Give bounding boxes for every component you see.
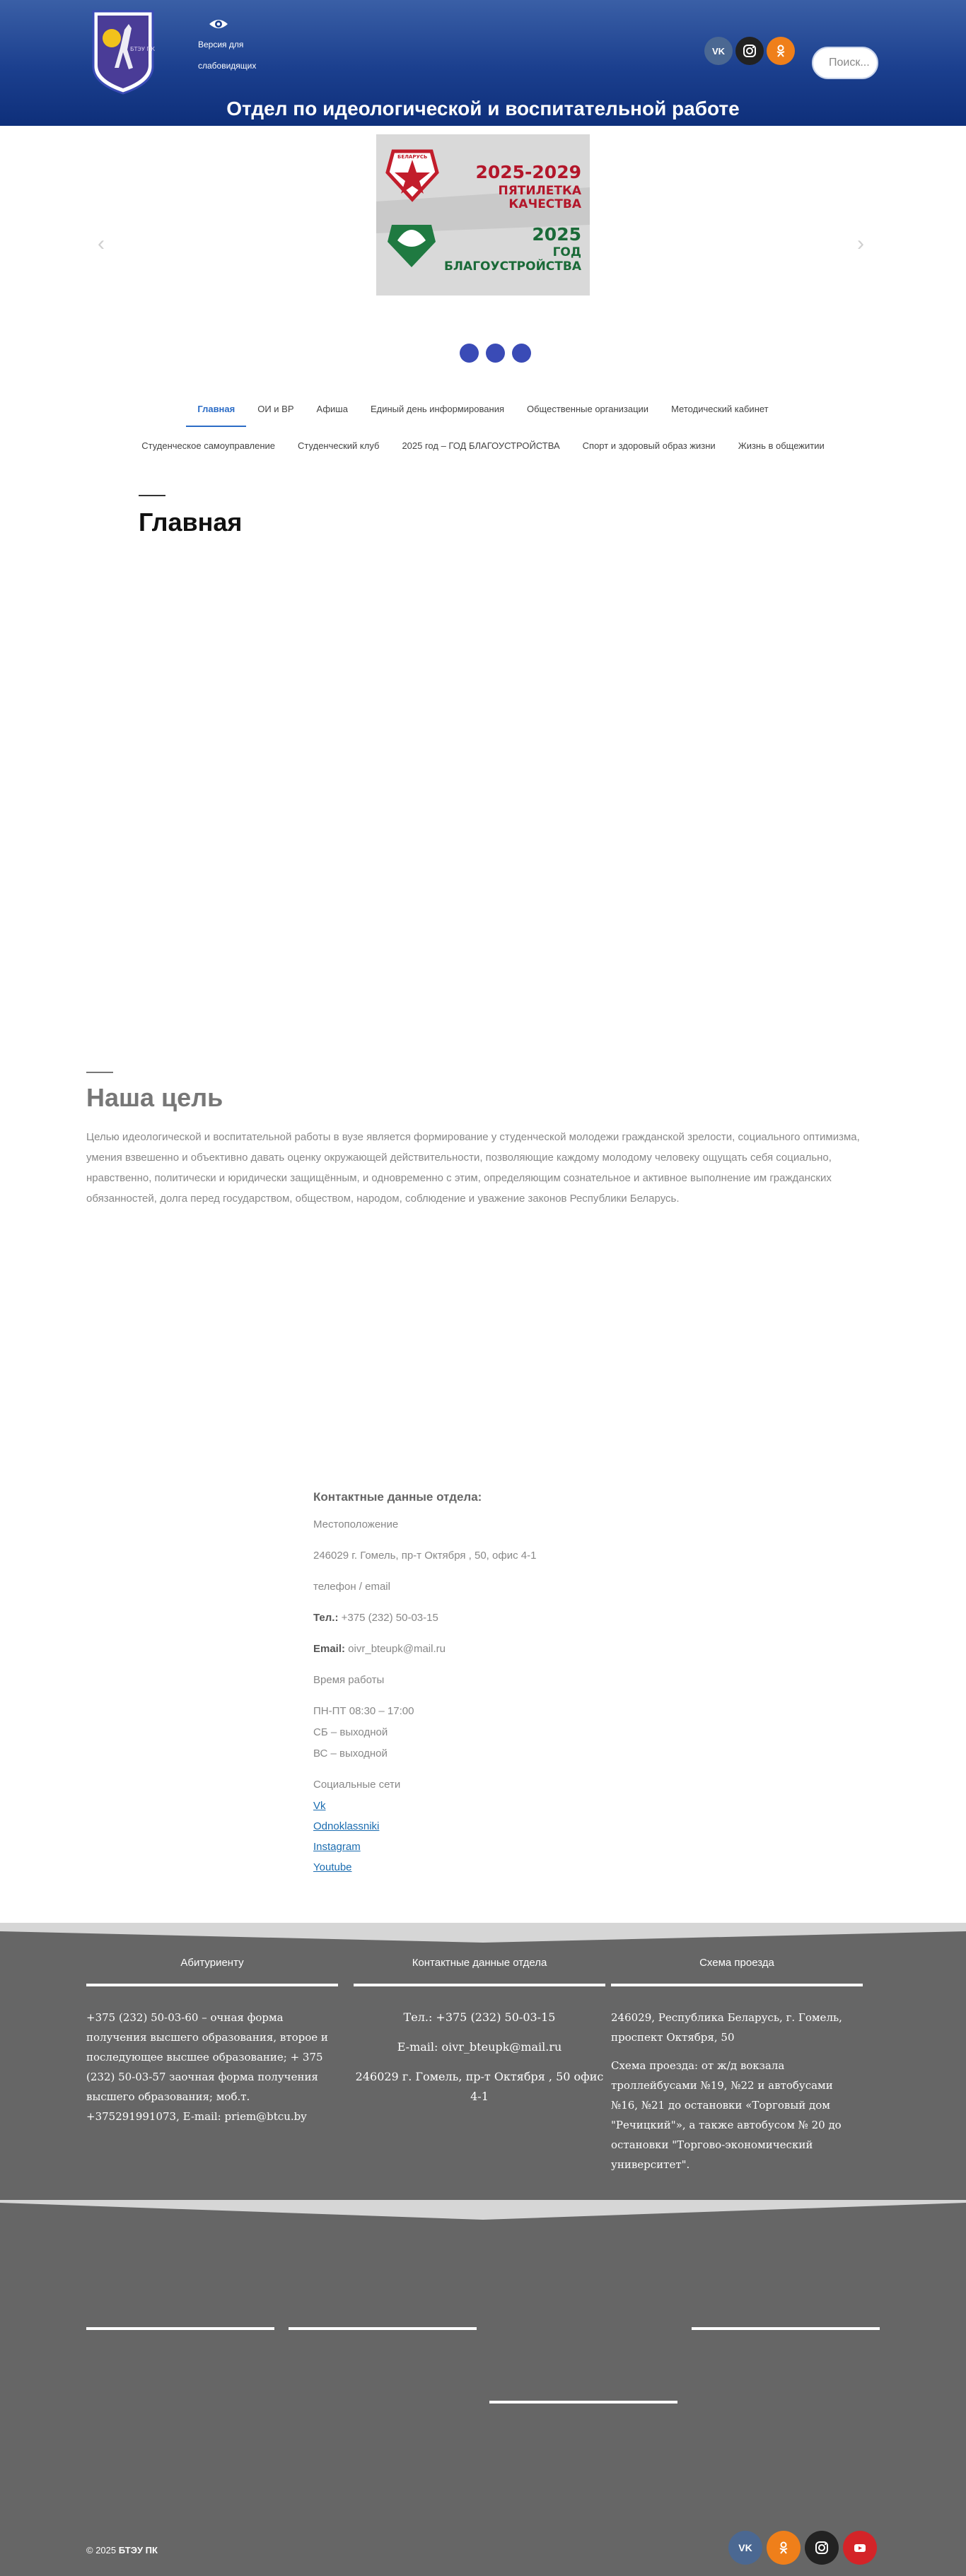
- banner-line4: БЛАГОУСТРОЙСТВА: [443, 259, 581, 274]
- footer-widget-line: [86, 2327, 274, 2330]
- phone-key: Тел.:: [313, 1612, 339, 1624]
- slider-dot-1[interactable]: [460, 344, 479, 363]
- footer-col-directions: [611, 1943, 863, 2183]
- phone-email-label: телефон / email: [313, 1581, 390, 1593]
- footer-social-links: [728, 2531, 877, 2565]
- link-vk[interactable]: Vk: [313, 1800, 326, 1812]
- site-header: [0, 0, 966, 126]
- footer-directions-address: 246029, Республика Беларусь, г. Гомель, проспект Октября, 50: [611, 2011, 842, 2044]
- hours-list: [313, 1701, 667, 1764]
- contacts-title: Контактные данные отдела:: [313, 1490, 482, 1504]
- copyright-org: БТЭУ ПК: [118, 2545, 158, 2555]
- footer-top-divider: [0, 1923, 966, 1943]
- banner-line1: ПЯТИЛЕТКА: [498, 184, 581, 198]
- hours-label: Время работы: [313, 1674, 385, 1686]
- logo-text: БТЭУ ПК: [130, 46, 156, 52]
- copyright: [86, 2545, 158, 2555]
- footer-col-bar: [611, 1984, 863, 1986]
- link-instagram[interactable]: Instagram: [313, 1841, 361, 1853]
- slider-prev-arrow[interactable]: ‹: [98, 232, 105, 255]
- footer-email: E-mail: oivr_bteupk@mail.ru: [397, 2040, 562, 2054]
- instagram-icon[interactable]: [805, 2531, 839, 2565]
- slider-dot-3[interactable]: [512, 344, 531, 363]
- contacts-block: [313, 1490, 667, 1878]
- heading-divider: [139, 495, 165, 496]
- slider-dot-2[interactable]: [486, 344, 505, 363]
- banner-slider: [0, 126, 966, 394]
- footer-col-applicants: [86, 1943, 338, 2126]
- email-key: Email:: [313, 1643, 346, 1655]
- address-text: 246029 г. Гомель, пр-т Октября , 50, офис 4-1: [313, 1550, 537, 1562]
- footer-directions-route: Схема проезда: от ж/д вокзала троллейбусами №19, №22 и автобусами №16, №21 до остановки «Торговый дом "Речицкий"», а также автобусом № 20 до остановки "Торгово-экономический университет".: [611, 2059, 842, 2171]
- vk-icon-label: VK: [738, 2542, 752, 2553]
- footer-address: 246029 г. Гомель, пр-т Октября , 50 офис 4-1: [355, 2070, 604, 2103]
- footer-widget-line: [489, 2401, 677, 2404]
- site-title: Отдел по идеологической и воспитательной работе: [226, 98, 740, 119]
- nav-item-methodical-office[interactable]: Методический кабинет: [671, 404, 769, 414]
- footer-col-contacts: [354, 1943, 605, 2117]
- footer-col-bar: [86, 1984, 338, 1986]
- vk-icon[interactable]: [728, 2531, 762, 2565]
- nav-item-dormitory[interactable]: Жизнь в общежитии: [738, 440, 825, 451]
- odnoklassniki-icon[interactable]: [767, 37, 795, 65]
- banner-year2: 2025: [532, 224, 581, 245]
- social-label: Социальные сети: [313, 1779, 401, 1791]
- vk-icon-label: VK: [711, 45, 726, 57]
- university-logo[interactable]: [88, 7, 164, 95]
- link-youtube[interactable]: Youtube: [313, 1861, 352, 1873]
- nav-item-organizations[interactable]: Общественные организации: [527, 404, 649, 414]
- vk-icon[interactable]: [704, 37, 733, 65]
- footer-col-bar: [354, 1984, 605, 1986]
- nav-item-events[interactable]: Афиша: [316, 404, 348, 414]
- email-value: oivr_bteupk@mail.ru: [345, 1643, 446, 1655]
- nav-item-home[interactable]: Главная: [186, 394, 246, 424]
- odnoklassniki-icon[interactable]: [767, 2531, 801, 2565]
- footer-middle-divider: [0, 2200, 966, 2220]
- main-navigation: [0, 394, 966, 461]
- goal-divider: [86, 1072, 113, 1073]
- nav-item-info-day[interactable]: Единый день информирования: [370, 404, 504, 414]
- hours-sunday: ВС – выходной: [313, 1747, 388, 1760]
- header-social-links: [704, 37, 795, 65]
- accessibility-version-link[interactable]: [198, 16, 276, 76]
- location-label: Местоположение: [313, 1518, 399, 1530]
- copyright-prefix: © 2025: [86, 2545, 119, 2555]
- hours-saturday: СБ – выходной: [313, 1726, 388, 1738]
- link-odnoklassniki[interactable]: Odnoklassniki: [313, 1820, 380, 1832]
- instagram-icon[interactable]: [735, 37, 764, 65]
- search-input[interactable]: [812, 47, 878, 79]
- goal-title: Наша цель: [86, 1083, 223, 1112]
- slider-dots: [460, 344, 531, 363]
- page-title: Главная: [139, 508, 243, 537]
- footer-widget-line: [692, 2327, 880, 2330]
- nav-item-student-government[interactable]: Студенческое самоуправление: [141, 440, 276, 451]
- footer-col-applicants-text: +375 (232) 50-03-60 – очная форма получения высшего образования, второе и последующее высшее образование; + 375 (232) 50-03-57 заочная форма получения высшего образования; моб.т. +375291991073, E-mail: priem@btcu.by: [86, 2011, 328, 2123]
- banner-line3: ГОД: [552, 245, 581, 259]
- seal-text: БЕЛАРУСЬ: [397, 154, 428, 160]
- hours-weekdays: ПН-ПТ 08:30 – 17:00: [313, 1705, 414, 1717]
- phone-value: +375 (232) 50-03-15: [338, 1612, 438, 1624]
- goal-text: Целью идеологической и воспитательной работы в вузе является формирование у студенческой молодежи гражданской зрелости, социального оптимизма, умения взвешенно и объективно давать оценку окружающей действительности, позволяющие каждому молодому человеку ощущать себя социально, нравственно, политически и юридически защищённым, и одновременно с этим, определяющим сознательное и активное выполнение им гражданских обязанностей, долга перед государством, обществом, народом, соблюдение и уважение законов Республики Беларусь.: [86, 1131, 860, 1205]
- nav-item-oi-vr[interactable]: ОИ и ВР: [257, 404, 294, 414]
- footer-col-contacts-title: Контактные данные отдела: [412, 1957, 547, 1969]
- slider-next-arrow[interactable]: ›: [857, 232, 864, 255]
- accessibility-label: Версия для слабовидящих: [198, 40, 257, 71]
- nav-item-sport[interactable]: Спорт и здоровый образ жизни: [582, 440, 716, 451]
- footer-phone: Тел.: +375 (232) 50-03-15: [403, 2010, 556, 2024]
- eye-icon: [208, 16, 229, 33]
- slide-banner-image[interactable]: [376, 134, 590, 295]
- phone-line: [313, 1608, 667, 1629]
- nav-item-year-2025[interactable]: 2025 год – ГОД БЛАГОУСТРОЙСТВА: [402, 440, 560, 451]
- nav-item-student-club[interactable]: Студенческий клуб: [298, 440, 380, 451]
- site-footer: [0, 1923, 966, 2576]
- youtube-icon[interactable]: [843, 2531, 877, 2565]
- banner-line2: КАЧЕСТВА: [508, 197, 581, 211]
- footer-col-directions-title: Схема проезда: [699, 1957, 774, 1969]
- footer-col-applicants-title: Абитуриенту: [180, 1957, 244, 1969]
- banner-years: 2025-2029: [475, 162, 581, 182]
- footer-widget-line: [289, 2327, 477, 2330]
- email-line: [313, 1639, 667, 1660]
